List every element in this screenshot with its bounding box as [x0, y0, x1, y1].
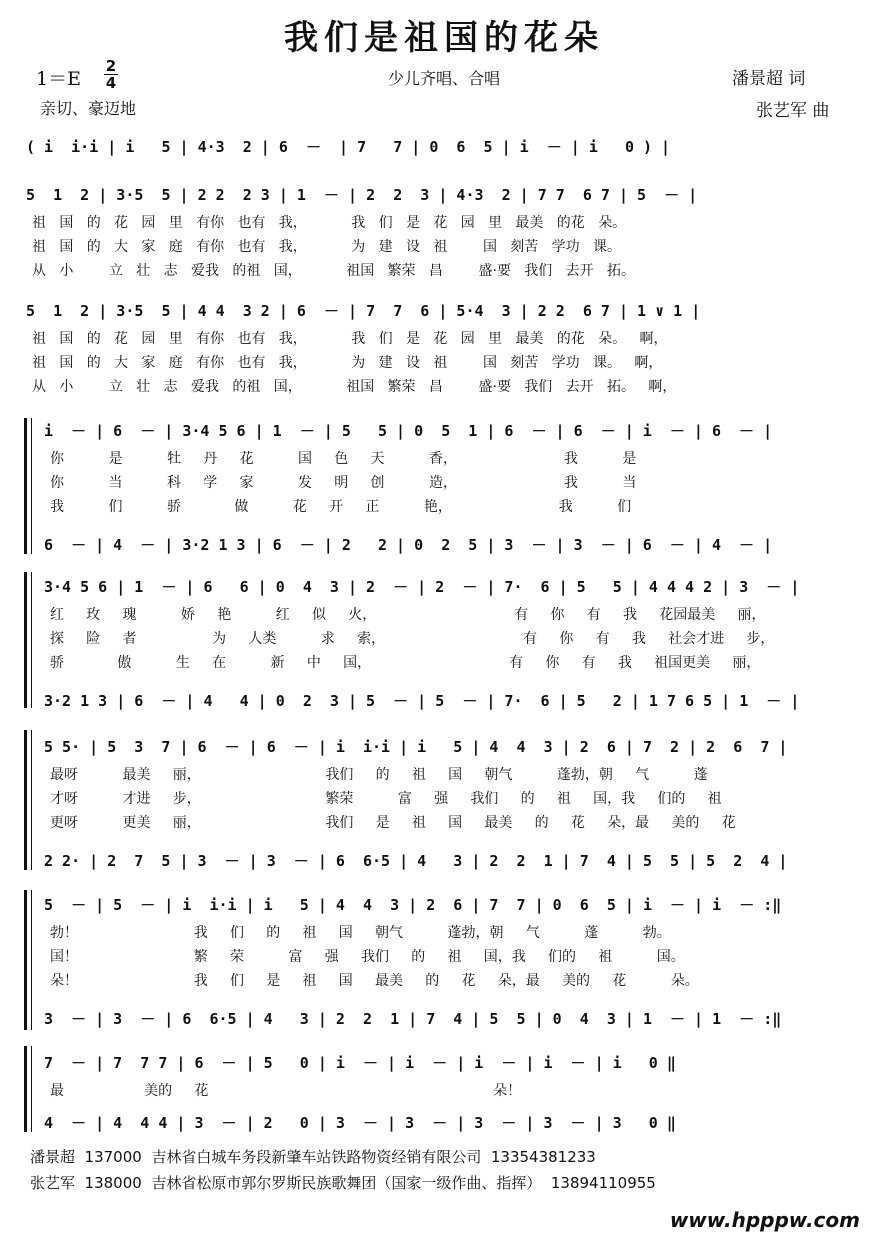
subtitle: 少儿齐唱、合唱 — [387, 69, 500, 88]
verse-lyric-a3: 从 小 立 壮 志 爱我 的祖 国， 祖国 繁荣 昌 盛·要 我们 去开 拓。 — [32, 263, 636, 279]
system-brace-line — [31, 572, 32, 708]
system-brace — [24, 730, 27, 870]
ending-upper: 7 － | 7 7 7 | 6 － | 5 0 | i － | i － | i － | i － | i 0 ‖ — [44, 1054, 676, 1072]
system-brace — [24, 572, 27, 708]
verse-lyric-b3: 从 小 立 壮 志 爱我 的祖 国， 祖国 繁荣 昌 盛·要 我们 去开 拓。 啊， — [32, 379, 677, 395]
chorus-lyric-1c: 我 们 骄 做 花 开 正 艳， 我 们 — [50, 499, 632, 515]
composer: 张艺军 曲 — [756, 101, 830, 121]
meter-top: 2 — [105, 57, 117, 75]
meter-bottom: 4 — [105, 74, 117, 92]
chorus-lower-4: 3 － | 3 － | 6 6·5 | 4 3 | 2 2 1 | 7 4 | 5 5 | 0 4 3 | 1 － | 1 － :‖ — [44, 1010, 782, 1028]
ending-lyric: 最 美的 花 朵！ — [50, 1083, 522, 1099]
title: 我们是祖国的花朵 — [284, 18, 604, 58]
composer-contact: 张艺军 138000 吉林省松原市郭尔罗斯民族歌舞团（国家一级作曲、指挥） 13894110955 — [30, 1174, 656, 1192]
chorus-lyric-1a: 你 是 牡 丹 花 国 色 天 香， 我 是 — [50, 451, 637, 467]
chorus-upper-3: 5 5· | 5 3 7 | 6 － | 6 － | i i·i | i 5 | 4 4 3 | 2 6 | 7 2 | 2 6 7 | — [44, 738, 788, 756]
chorus-lyric-4c: 朵！ 我 们 是 祖 国 最美 的 花 朵，最 美的 花 朵。 — [50, 973, 699, 989]
tempo-mood: 亲切、豪迈地 — [40, 99, 137, 118]
verse-lyric-b2: 祖 国 的 大 家 庭 有你 也有 我， 为 建 设 祖 国 刻苦 学功 课。 啊， — [32, 355, 663, 371]
lyricist: 潘景超 词 — [732, 69, 806, 89]
chorus-lower-3: 2 2· | 2 7 5 | 3 － | 3 － | 6 6·5 | 4 3 | 2 2 1 | 7 4 | 5 5 | 5 2 4 | — [44, 852, 788, 870]
ending-lower: 4 － | 4 4 4 | 3 － | 2 0 | 3 － | 3 － | 3 － | 3 － | 3 0 ‖ — [44, 1114, 676, 1132]
chorus-lower-1: 6 － | 4 － | 3·2 1 3 | 6 － | 2 2 | 0 2 5 | 3 － | 3 － | 6 － | 4 － | — [44, 536, 773, 554]
system-brace — [24, 1046, 27, 1132]
chorus-upper-4: 5 － | 5 － | i i·i | i 5 | 4 4 3 | 2 6 | 7 7 | 0 6 5 | i － | i － :‖ — [44, 896, 782, 914]
chorus-lyric-4b: 国！ 繁 荣 富 强 我们 的 祖 国，我 们的 祖 国。 — [50, 949, 685, 965]
key-signature: 1＝E — [36, 68, 81, 90]
chorus-lyric-3b: 才呀 才进 步， 繁荣 富 强 我们 的 祖 国，我 们的 祖 — [50, 791, 722, 807]
system-brace — [24, 890, 27, 1030]
chorus-lyric-3a: 最呀 最美 丽， 我们 的 祖 国 朝气 蓬勃，朝 气 蓬 — [50, 767, 708, 783]
system-brace-line — [31, 890, 32, 1030]
system-brace — [24, 418, 27, 554]
chorus-lyric-2b: 探 险 者 为 人类 求 索， 有 你 有 我 社会才进 步， — [50, 631, 775, 647]
verse-notes-b: 5 1 2 | 3·5 5 | 4 4 3 2 | 6 － | 7 7 6 | 5·4 3 | 2 2 6 7 | 1 ∨ 1 | — [26, 302, 701, 320]
chorus-upper-1: i － | 6 － | 3·4 5 6 | 1 － | 5 5 | 0 5 1 | 6 － | 6 － | i － | 6 － | — [44, 422, 773, 440]
intro-notes: ( i i·i | i 5 | 4·3 2 | 6 － | 7 7 | 0 6 5 | i － | i 0 ) | — [26, 138, 671, 156]
system-brace-line — [31, 1046, 32, 1132]
chorus-lyric-2c: 骄 傲 生 在 新 中 国， 有 你 有 我 祖国更美 丽， — [50, 655, 761, 671]
chorus-lyric-2a: 红 玫 瑰 娇 艳 红 似 火， 有 你 有 我 花园最美 丽， — [50, 607, 766, 623]
verse-lyric-a2: 祖 国 的 大 家 庭 有你 也有 我， 为 建 设 祖 国 刻苦 学功 课。 — [32, 239, 622, 255]
system-brace-line — [31, 730, 32, 870]
chorus-lower-2: 3·2 1 3 | 6 － | 4 4 | 0 2 3 | 5 － | 5 － | 7· 6 | 5 2 | 1 7 6 5 | 1 － | — [44, 692, 800, 710]
chorus-lyric-4a: 勃！ 我 们 的 祖 国 朝气 蓬勃，朝 气 蓬 勃。 — [50, 925, 671, 941]
system-brace-line — [31, 418, 32, 554]
verse-lyric-a1: 祖 国 的 花 园 里 有你 也有 我， 我 们 是 花 园 里 最美 的花 朵。 — [32, 215, 627, 231]
site-watermark: www.hpppw.com — [669, 1208, 860, 1232]
chorus-lyric-3c: 更呀 更美 丽， 我们 是 祖 国 最美 的 花 朵，最 美的 花 — [50, 815, 736, 831]
verse-lyric-b1: 祖 国 的 花 园 里 有你 也有 我， 我 们 是 花 园 里 最美 的花 朵。 啊， — [32, 331, 668, 347]
verse-notes-a: 5 1 2 | 3·5 5 | 2 2 2 3 | 1 － | 2 2 3 | 4·3 2 | 7 7 6 7 | 5 － | — [26, 186, 698, 204]
lyricist-contact: 潘景超 137000 吉林省白城车务段新肇车站铁路物资经销有限公司 13354381233 — [30, 1148, 596, 1166]
chorus-upper-2: 3·4 5 6 | 1 － | 6 6 | 0 4 3 | 2 － | 2 － | 7· 6 | 5 5 | 4 4 4 2 | 3 － | — [44, 578, 800, 596]
chorus-lyric-1b: 你 当 科 学 家 发 明 创 造， 我 当 — [50, 475, 637, 491]
